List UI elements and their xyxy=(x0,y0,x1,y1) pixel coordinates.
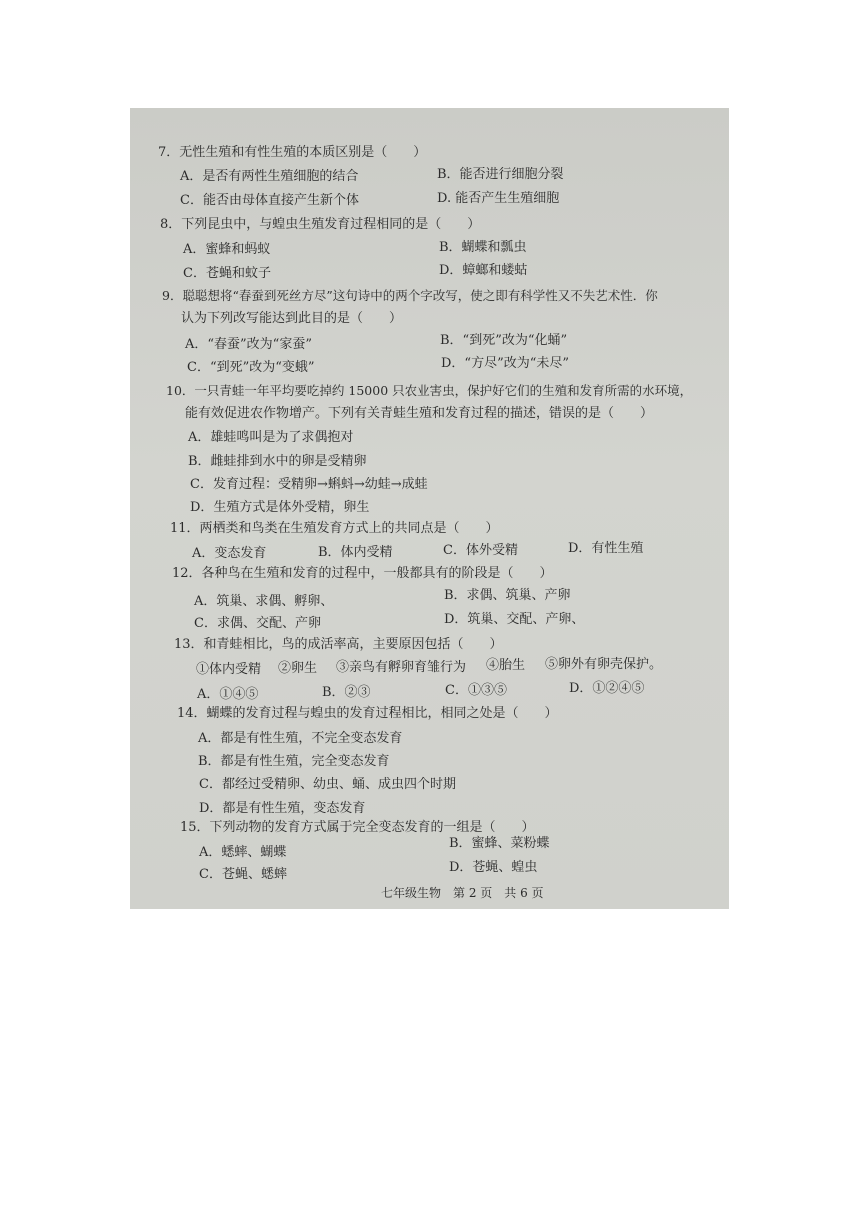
question-14-option-d: D．都是有性生殖，变态发育 xyxy=(199,801,366,816)
question-12-option-c: C．求偶、交配、产卵 xyxy=(194,616,321,631)
question-13-statement-2: ②卵生 xyxy=(278,661,318,676)
question-15-option-a: A．蟋蟀、蝴蝶 xyxy=(199,845,287,860)
question-13-option-b: B．②③ xyxy=(322,685,371,700)
question-10-stem-line1: 10．一只青蛙一年平均要吃掉约 15000 只农业害虫，保护好它们的生殖和发育所需的水环境， xyxy=(166,383,693,398)
question-9-option-b: B．“到死”改为“化蛹” xyxy=(440,333,568,348)
question-13-statement-4: ④胎生 xyxy=(486,658,526,673)
question-11-option-a: A．变态发育 xyxy=(192,546,267,561)
question-11-stem: 11．两栖类和鸟类在生殖发育方式上的共同点是（ ） xyxy=(170,521,499,536)
question-9-stem-line1: 9．聪聪想将“春蚕到死丝方尽”这句诗中的两个字改写，使之即有科学性又不失艺术性．你 xyxy=(162,288,658,303)
question-8-option-b: B．蝴蝶和瓢虫 xyxy=(439,240,527,255)
question-13-stem: 13．和青蛙相比，鸟的成活率高，主要原因包括（ ） xyxy=(174,637,503,652)
question-14-option-b: B．都是有性生殖，完全变态发育 xyxy=(198,754,390,769)
question-13-option-a: A．①④⑤ xyxy=(197,687,259,702)
question-9-option-c: C．“到死”改为“变蛾” xyxy=(187,360,315,375)
question-7-option-c: C．能否由母体直接产生新个体 xyxy=(180,193,359,208)
question-11-option-c: C．体外受精 xyxy=(443,543,518,558)
question-13-statement-5: ⑤卵外有卵壳保护。 xyxy=(545,657,663,672)
question-14-option-a: A．都是有性生殖，不完全变态发育 xyxy=(198,731,403,746)
question-12-option-b: B．求偶、筑巢、产卵 xyxy=(444,588,571,603)
question-10-option-c: C．发育过程：受精卵→蝌蚪→幼蛙→成蛙 xyxy=(190,477,428,492)
question-12-option-d: D．筑巢、交配、产卵、 xyxy=(444,612,585,627)
question-10-option-d: D．生殖方式是体外受精，卵生 xyxy=(190,500,370,515)
question-14-stem: 14．蝴蝶的发育过程与蝗虫的发育过程相比，相同之处是（ ） xyxy=(177,706,558,721)
question-9-option-a: A．“春蚕”改为“家蚕” xyxy=(185,337,312,352)
question-11-option-b: B．体内受精 xyxy=(318,545,393,560)
question-7-option-b: B．能否进行细胞分裂 xyxy=(437,167,564,182)
question-12-stem: 12．各种鸟在生殖和发育的过程中，一般都具有的阶段是（ ） xyxy=(172,566,553,581)
question-7-stem: 7．无性生殖和有性生殖的本质区别是（ ） xyxy=(158,145,427,160)
question-13-statement-1: ①体内受精 xyxy=(196,662,262,677)
question-13-option-c: C．①③⑤ xyxy=(445,683,507,698)
question-15-option-b: B．蜜蜂、菜粉蝶 xyxy=(449,836,550,851)
question-14-option-c: C．都经过受精卵、幼虫、蛹、成虫四个时期 xyxy=(199,777,456,792)
question-8-stem: 8．下列昆虫中，与蝗虫生殖发育过程相同的是（ ） xyxy=(160,217,481,232)
question-10-option-b: B．雌蛙排到水中的卵是受精卵 xyxy=(188,454,367,469)
question-15-stem: 15．下列动物的发育方式属于完全变态发育的一组是（ ） xyxy=(180,820,535,835)
question-9-stem-line2: 认为下列改写能达到此目的是（ ） xyxy=(181,311,403,326)
question-13-option-d: D．①②④⑤ xyxy=(569,681,645,696)
question-7-option-d: D. 能否产生生殖细胞 xyxy=(437,191,560,206)
question-8-option-c: C．苍蝇和蚊子 xyxy=(183,266,271,281)
question-7-option-a: A．是否有两性生殖细胞的结合 xyxy=(180,169,359,184)
question-12-option-a: A．筑巢、求偶、孵卵、 xyxy=(194,594,334,609)
question-10-option-a: A．雄蛙鸣叫是为了求偶抱对 xyxy=(188,430,354,445)
question-11-option-d: D．有性生殖 xyxy=(568,541,644,556)
question-8-option-a: A．蜜蜂和蚂蚁 xyxy=(183,242,271,257)
question-15-option-d: D．苍蝇、蝗虫 xyxy=(449,860,538,875)
question-15-option-c: C．苍蝇、蟋蟀 xyxy=(199,867,287,882)
question-9-option-d: D．“方尽”改为“未尽” xyxy=(441,356,570,371)
page-footer: 七年级生物 第 2 页 共 6 页 xyxy=(381,886,544,900)
question-13-statement-3: ③亲鸟有孵卵育雏行为 xyxy=(336,660,467,675)
question-10-stem-line2: 能有效促进农作物增产。下列有关青蛙生殖和发育过程的描述，错误的是（ ） xyxy=(185,406,654,421)
question-8-option-d: D．蟑螂和蝼蛄 xyxy=(439,263,528,278)
